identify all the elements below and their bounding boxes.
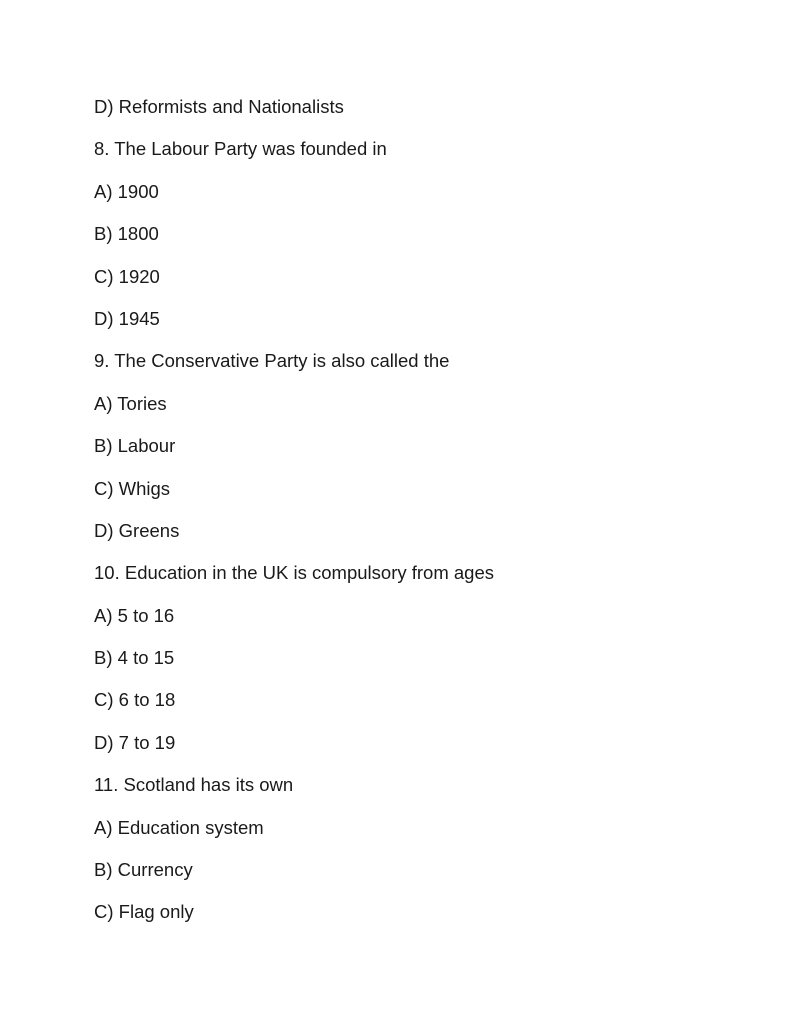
question-11: 11. Scotland has its own — [94, 774, 294, 796]
answer-option-7d: D) Reformists and Nationalists — [94, 96, 344, 117]
question-10: 10. Education in the UK is compulsory from ages — [94, 562, 494, 584]
answer-option-11c: C) Flag only — [94, 901, 194, 923]
answer-option-10c: C) 6 to 18 — [94, 689, 176, 711]
answer-option-9a: A) Tories — [94, 392, 167, 414]
answer-option-9c: C) Whigs — [94, 477, 171, 499]
answer-option-10a: A) 5 to 16 — [94, 604, 175, 626]
answer-option-8d: D) 1945 — [94, 307, 160, 329]
answer-option-8a: A) 1900 — [94, 180, 159, 202]
question-8: 8. The Labour Party was founded in — [94, 138, 387, 160]
question-9: 9. The Conservative Party is also called the — [94, 350, 450, 372]
quiz-content — [94, 94, 714, 942]
answer-option-8c: C) 1920 — [94, 265, 160, 287]
answer-option-11a: A) Education system — [94, 816, 264, 838]
answer-option-9b: B) Labour — [94, 435, 176, 457]
answer-option-9d: D) Greens — [94, 519, 180, 541]
answer-option-10d: D) 7 to 19 — [94, 731, 176, 753]
answer-option-8b: B) 1800 — [94, 223, 159, 245]
answer-option-10b: B) 4 to 15 — [94, 647, 175, 669]
answer-option-11b: B) Currency — [94, 859, 193, 881]
